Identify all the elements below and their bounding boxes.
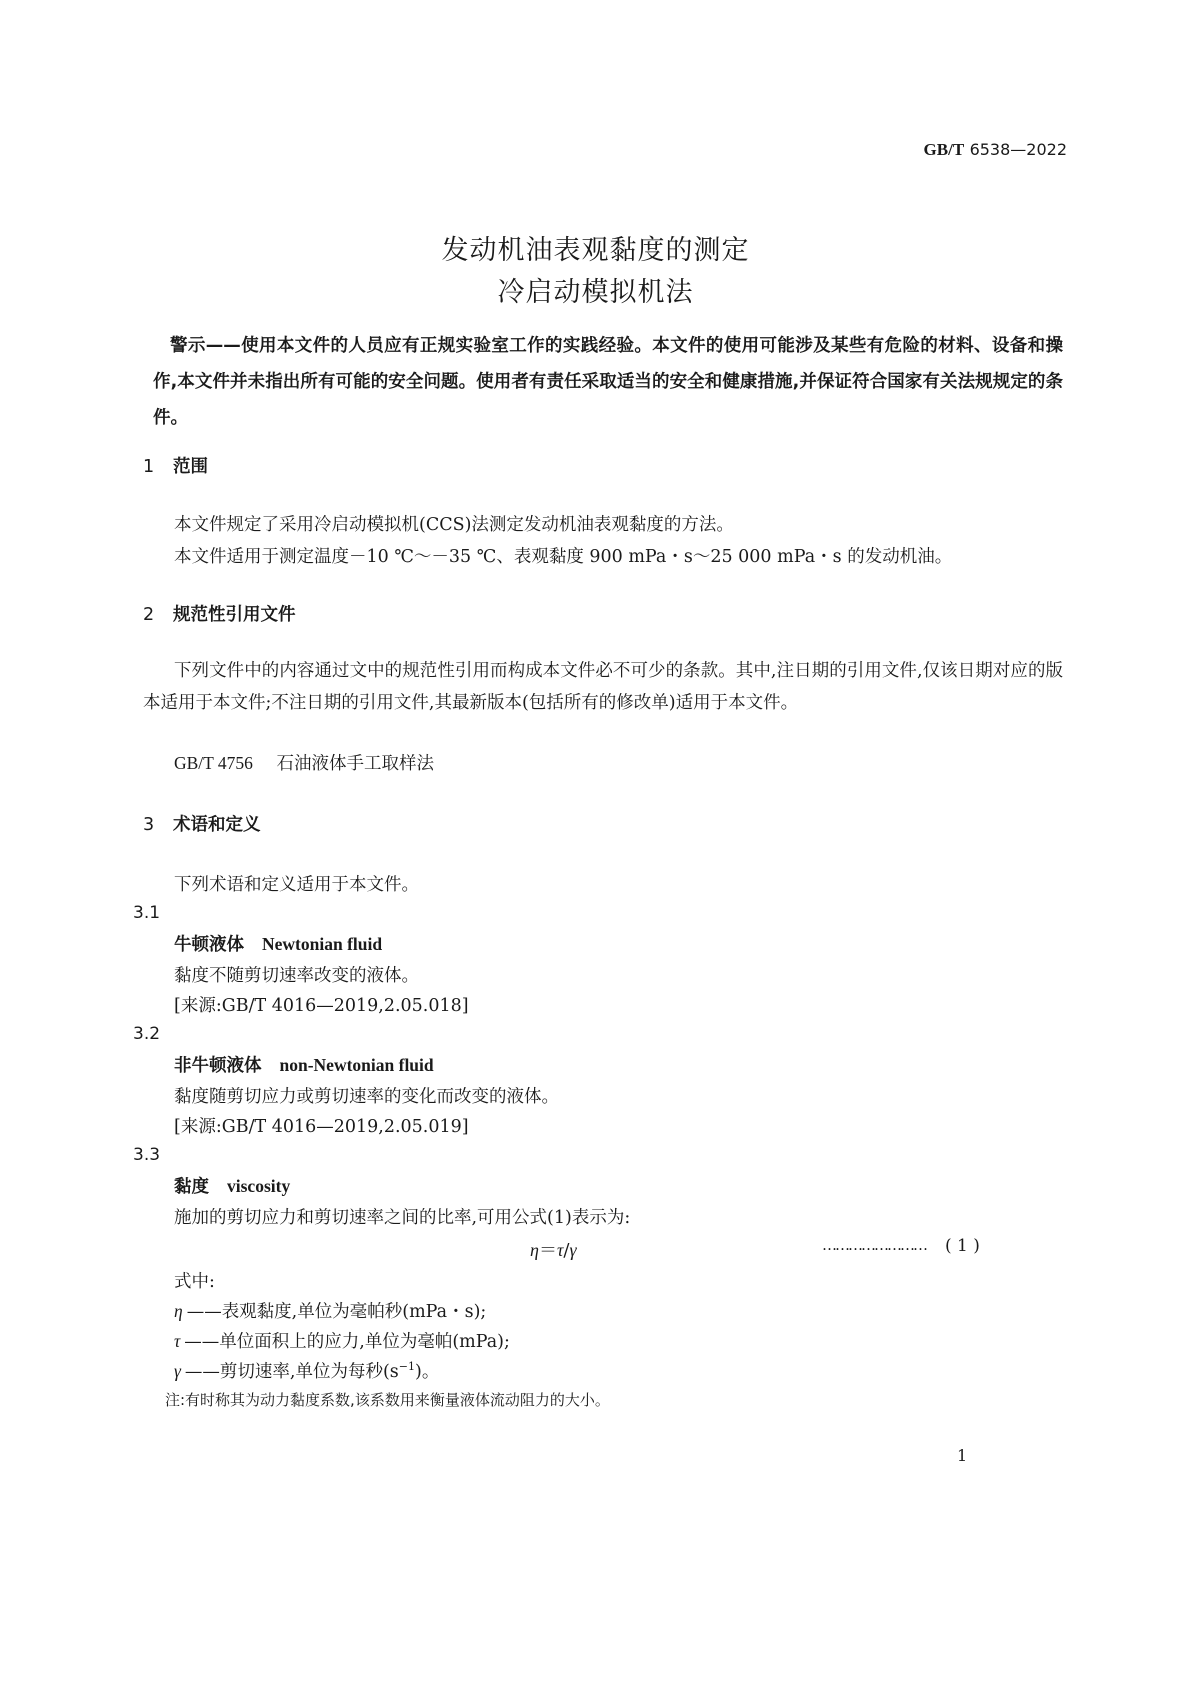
term-cn: 牛顿液体 <box>174 935 244 955</box>
term-en: non-Newtonian fluid <box>279 1055 434 1075</box>
variable-definition <box>174 1298 486 1323</box>
section-2-heading <box>143 601 296 626</box>
formula-label: ( 1 ) <box>945 1236 980 1256</box>
where-label: 式中: <box>174 1272 215 1292</box>
section-title: 规范性引用文件 <box>173 605 296 625</box>
variable-symbol: γ <box>174 1361 181 1381</box>
references-intro: 下列文件中的内容通过文中的规范性引用而构成本文件必不可少的条款。其中,注日期的引用文件,仅该日期对应的版本适用于本文件;不注日期的引用文件,其最新版本(包括所有的修改单)适用于本文件。 <box>143 661 1063 713</box>
variable-symbol: τ <box>174 1331 181 1351</box>
section-title: 范围 <box>173 457 208 477</box>
page-number: 1 <box>957 1446 968 1465</box>
variable-description-tail: )。 <box>415 1362 440 1382</box>
section-number: 3 <box>143 815 155 835</box>
term-source: [来源:GB/T 4016—2019,2.05.019] <box>174 1117 469 1137</box>
standard-prefix: GB/T <box>923 140 965 159</box>
term-en: Newtonian fluid <box>262 934 383 954</box>
variable-definition <box>174 1328 510 1353</box>
variable-definition <box>174 1358 439 1383</box>
formula-equals: ＝ <box>538 1240 557 1261</box>
term-en: viscosity <box>227 1176 291 1196</box>
reference-item <box>174 750 434 775</box>
term-definition: 黏度随剪切应力或剪切速率的变化而改变的液体。 <box>174 1087 559 1107</box>
term-cn: 非牛顿液体 <box>174 1056 262 1076</box>
terms-intro: 下列术语和定义适用于本文件。 <box>174 875 419 895</box>
term-definition: 黏度不随剪切速率改变的液体。 <box>174 966 419 986</box>
standard-number <box>924 140 1067 160</box>
section-1-heading <box>143 453 208 478</box>
variable-description: ——表观黏度,单位为毫帕秒(mPa・s); <box>186 1302 487 1322</box>
reference-code: GB/T 4756 <box>174 753 253 773</box>
term-number: 3.2 <box>133 1024 161 1044</box>
formula-leader-dots: …………………… <box>822 1236 926 1254</box>
formula-eta: η <box>530 1240 539 1260</box>
term-number: 3.3 <box>133 1145 161 1165</box>
term-heading <box>174 1052 434 1077</box>
superscript: −1 <box>398 1360 415 1374</box>
reference-title: 石油液体手工取样法 <box>276 754 434 774</box>
title-line-2: 冷启动模拟机法 <box>497 277 694 308</box>
variable-description: ——剪切速率,单位为每秒(s <box>184 1362 399 1382</box>
variable-symbol: η <box>174 1301 183 1321</box>
formula-gamma: γ <box>569 1240 577 1260</box>
section-3-heading <box>143 811 261 836</box>
term-number: 3.1 <box>133 903 161 923</box>
section-title: 术语和定义 <box>173 815 261 835</box>
term-cn: 黏度 <box>174 1177 209 1197</box>
term-source: [来源:GB/T 4016—2019,2.05.018] <box>174 996 469 1016</box>
variable-description: ——单位面积上的应力,单位为毫帕(mPa); <box>184 1332 510 1352</box>
formula <box>530 1236 577 1262</box>
standard-code: 6538—2022 <box>969 140 1067 159</box>
scope-paragraph-1: 本文件规定了采用冷启动模拟机(CCS)法测定发动机油表观黏度的方法。 <box>174 515 734 535</box>
section-number: 1 <box>143 457 155 477</box>
term-heading <box>174 1173 290 1198</box>
formula-slash: / <box>563 1240 570 1261</box>
formula-tau: τ <box>556 1240 564 1260</box>
note: 注:有时称其为动力黏度系数,该系数用来衡量液体流动阻力的大小。 <box>165 1391 610 1409</box>
warning-paragraph: 警示——使用本文件的人员应有正规实验室工作的实践经验。本文件的使用可能涉及某些有危险的材料、设备和操作,本文件并未指出所有可能的安全问题。使用者有责任采取适当的安全和健康措施,并保证符合国家有关法规规定的条件。 <box>153 336 1063 428</box>
term-definition: 施加的剪切应力和剪切速率之间的比率,可用公式(1)表示为: <box>174 1208 631 1228</box>
section-number: 2 <box>143 605 155 625</box>
scope-paragraph-2: 本文件适用于测定温度－10 ℃～－35 ℃、表观黏度 900 mPa・s～25 000 mPa・s 的发动机油。 <box>174 547 953 567</box>
term-heading <box>174 931 382 956</box>
title-line-1: 发动机油表观黏度的测定 <box>441 235 750 266</box>
